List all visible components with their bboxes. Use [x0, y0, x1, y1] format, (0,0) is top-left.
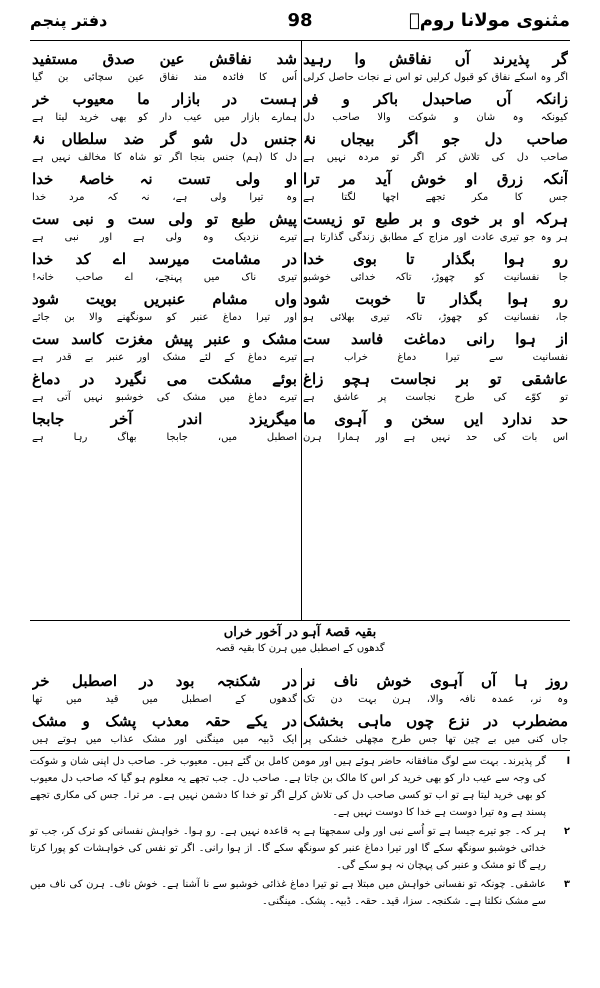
- translation-right: جس کا مکر تجھے اچھا لگتا ہے: [303, 192, 568, 203]
- translation-left: وہ تیرا ولی ہے، نہ کہ مرد خدا: [32, 192, 297, 203]
- couplet: [32, 328, 568, 368]
- footnote-marker: ۳: [563, 879, 570, 890]
- book-section: دفتر پنجم: [30, 10, 108, 30]
- footnote-text: ہر کہ۔ جو تیرے جیسا ہے تو اُسے نبی اور ولی سمجھتا ہے یہ قاعدہ نہیں ہے۔ رو ہوا۔ خواہش نفسانی کو ترک کر، جب تو خدائی خوشبو سونگھ سکے گا اور تیرا دماغ عنبر کو سونگھ سکے گا۔ از ہوا رانی۔ اگر تو نفس کی خواہشات کو پورا کرتا رہے گا تو مشک و عنبر کی پہچان نہ ہو سکے گی۔: [30, 826, 546, 871]
- verse-left: او ولی تست نہ خاصۂ خدا: [32, 170, 297, 188]
- section-heading-translation: گدھوں کے اصطبل میں ہرن کا بقیہ قصہ: [215, 643, 385, 654]
- footnote-text: عاشقی۔ چونکہ تو نفسانی خواہش میں مبتلا ہے تو تیرا دماغ غذائی خوشبو سے نا آشنا ہے۔ خوش ناف۔ ہرن کی ناف میں سے مشک نکلتا ہے۔ شکنجہ۔ سزا، قید۔ حقہ۔ ڈبیہ۔ پشک۔ مینگنی۔: [30, 879, 546, 907]
- translation-right: اگر وہ اسکے نفاق کو قبول کرلیں تو اس نے نجات حاصل کرلی: [303, 72, 568, 83]
- footnote-text: گر پذیرند۔ بہت سے لوگ منافقانہ حاضر ہوئے ہیں اور مومن کامل بن گئے ہیں۔ معیوب خر۔ صاحب دل اپنی شان و شوکت کی وجہ سے عیب دار کو بھی خرید کر اس کا مالک بن جاتا ہے۔ صاحب دل۔ جب تجھے یہ معلوم ہو گیا کہ صاحب دل معیوب کو بھی خرید لیتا ہے تو اب تو کسی صاحب دل کی تلاش کرلے اگر تو خدا کا دشمن نہیں ہے۔ مر ترا۔ جس کی مکاری تجھے پسند ہے وہ تیرا دوست ہے خدا کا دوست نہیں ہے۔: [30, 756, 546, 818]
- verse-left: واں مشام عنبریں بویت شود: [32, 290, 297, 308]
- footnote: [30, 876, 570, 910]
- verse-right: رو ہوا بگذار تا خوبت شود: [303, 290, 568, 308]
- footnote-marker: ۲: [563, 826, 570, 837]
- translation-right: صاحب دل کی تلاش کر اگر تو مردہ نہیں ہے: [303, 152, 568, 163]
- couplet: [32, 248, 568, 288]
- translation-right: جا نفسانیت کو چھوڑ، تاکہ خدائی خوشبو: [303, 272, 568, 283]
- section-heading-title: بقیہ قصۂ آہو در آخور خراں: [223, 625, 377, 640]
- couplet: [32, 710, 568, 750]
- verse-right: از ہوا رانی دماغت فاسد ست: [303, 330, 568, 348]
- couplet: [32, 88, 568, 128]
- couplet: [32, 128, 568, 168]
- verse-right: گر پذیرند آں نفاقش وا رہید: [303, 50, 568, 68]
- section-rule: [30, 620, 570, 621]
- translation-right: تو کوّے کی طرح نجاست پر عاشق ہے: [303, 392, 568, 403]
- verse-right: روز ہا آں آہوی خوش ناف نر: [303, 672, 568, 690]
- page-number: 98: [287, 9, 313, 31]
- verse-left: در یکے حقہ معذب پشک و مشک: [32, 712, 297, 730]
- verse-right: مضطرب در نزع چوں ماہی بخشک: [303, 712, 568, 730]
- translation-left: گدھوں کے اصطبل میں قید میں تھا: [32, 694, 297, 705]
- section2-verses: [32, 670, 568, 750]
- translation-right: نفسانیت سے تیرا دماغ خراب ہے: [303, 352, 568, 363]
- verse-right: زانکہ آں صاحبدل باکر و فر: [303, 90, 568, 108]
- section-heading: [0, 624, 600, 656]
- translation-left: اور تیرا دماغ عنبر کو سونگھنے والا بن جائے: [32, 312, 297, 323]
- footnotes: [30, 753, 570, 912]
- translation-left: ایک ڈبیہ میں مینگنی اور مشک عذاب میں ہوتے ہیں: [32, 734, 297, 745]
- couplet: [32, 168, 568, 208]
- verse-left: جنس دل شو گر ضد سلطاں نۂ: [32, 130, 297, 148]
- verse-right: صاحب دل جو اگر بیجاں نۂ: [303, 130, 568, 148]
- section1-verses: [32, 48, 568, 448]
- translation-right: ہر وہ جو تیری عادت اور مزاج کے مطابق زندگی گذارتا ہے: [303, 232, 568, 243]
- translation-left: تیرے نزدیک وہ ولی ہے اور نبی ہے: [32, 232, 297, 243]
- verse-left: شد نفاقش عین صدق مستفید: [32, 50, 297, 68]
- couplet: [32, 288, 568, 328]
- translation-left: اُس کا فائدہ مند نفاق عین سچائی بن گیا: [32, 72, 297, 83]
- verse-left: ہست در بازار ما معیوب خر: [32, 90, 297, 108]
- translation-right: وہ نر، عمدہ نافہ والا، ہرن بہت دن تک: [303, 694, 568, 705]
- translation-left: ہمارے بازار میں عیب دار کو بھی خرید لیتا ہے: [32, 112, 297, 123]
- verse-right: ہرکہ او بر خوی و بر طبع تو زیست: [303, 210, 568, 228]
- translation-left: تیری ناک میں پہنچے، اے صاحب خانہ!: [32, 272, 297, 283]
- footnote-rule: [30, 750, 570, 751]
- verse-right: حد ندارد ایں سخن و آہوی ما: [303, 410, 568, 428]
- page-header: [30, 4, 570, 36]
- verse-right: عاشقی تو بر نجاست ہچو زاغ: [303, 370, 568, 388]
- translation-left: اصطبل میں، جابجا بھاگ رہا ہے: [32, 432, 297, 443]
- header-rule: [30, 40, 570, 41]
- translation-right: جاں کنی میں بے چین تھا جس طرح مچھلی خشکی پر: [303, 734, 568, 745]
- translation-right: اس بات کی حد نہیں ہے اور ہمارا ہرن: [303, 432, 568, 443]
- couplet: [32, 408, 568, 448]
- verse-right: رو ہوا بگذار تا بوی خدا: [303, 250, 568, 268]
- translation-left: تیرے دماغ میں مشک کی خوشبو نہیں آتی ہے: [32, 392, 297, 403]
- translation-left: تیرے دماغ کے لئے مشک اور عنبر بے قدر ہے: [32, 352, 297, 363]
- running-title: مثنوی مولانا رومؒ: [408, 9, 570, 31]
- verse-left: میگریزد اندر آخر جابجا: [32, 410, 297, 428]
- couplet: [32, 208, 568, 248]
- couplet: [32, 670, 568, 710]
- couplet: [32, 368, 568, 408]
- footnote: [30, 753, 570, 821]
- footnote: [30, 823, 570, 874]
- translation-right: کیونکہ وہ شان و شوکت والا صاحب دل: [303, 112, 568, 123]
- translation-left: دل کا (ہم) جنس بنجا اگر تو شاہ کا مخالف نہیں ہے: [32, 152, 297, 163]
- verse-right: آنکہ زرق او خوش آید مر ترا: [303, 170, 568, 188]
- verse-left: در شکنجہ بود در اصطبل خر: [32, 672, 297, 690]
- translation-right: جا، نفسانیت کو چھوڑ، تاکہ تیری بھلائی ہو: [303, 312, 568, 323]
- verse-left: مشک و عنبر پیش مغزت کاسد ست: [32, 330, 297, 348]
- verse-left: پیش طبع تو ولی ست و نبی ست: [32, 210, 297, 228]
- verse-left: در مشامت میرسد اے کد خدا: [32, 250, 297, 268]
- verse-left: بوئے مشکت می نگیرد در دماغ: [32, 370, 297, 388]
- footnote-marker: ا: [566, 756, 570, 767]
- couplet: [32, 48, 568, 88]
